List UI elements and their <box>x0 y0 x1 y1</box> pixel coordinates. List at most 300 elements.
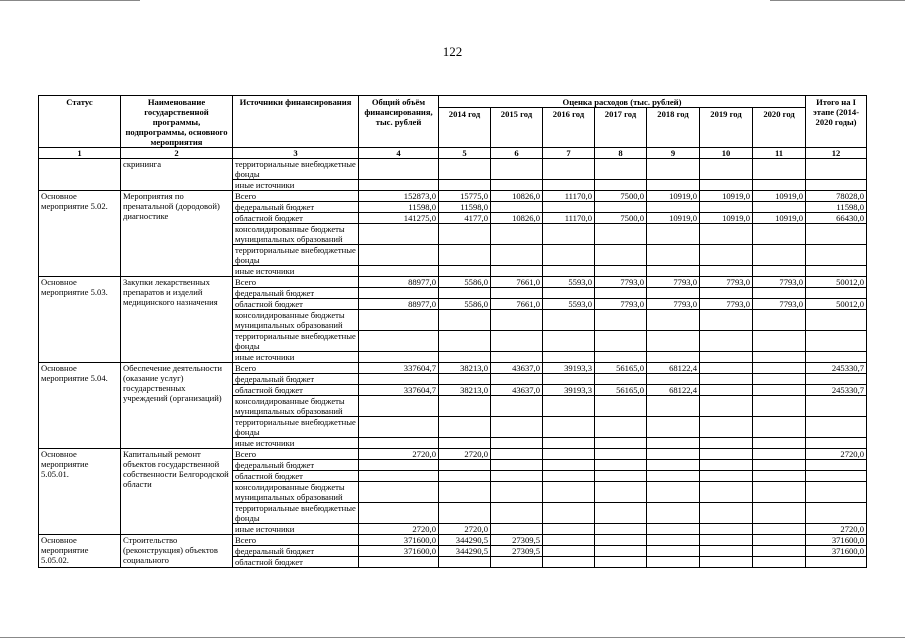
value-cell <box>806 352 867 363</box>
value-cell <box>359 288 439 299</box>
value-cell <box>806 460 867 471</box>
value-cell: 152873,0 <box>359 191 439 202</box>
value-cell: 371600,0 <box>359 535 439 546</box>
value-cell <box>647 374 700 385</box>
source-cell: иные источники <box>233 266 359 277</box>
value-cell <box>595 546 647 557</box>
value-cell <box>359 266 439 277</box>
name-cell: Капитальный ремонт объектов государственной собственности Белгородской области <box>121 449 233 535</box>
value-cell: 2720,0 <box>439 449 491 460</box>
header-year: 2017 год <box>595 108 647 148</box>
name-cell: скрининга <box>121 159 233 191</box>
status-cell: Основное мероприятие 5.05.01. <box>39 449 121 535</box>
value-cell <box>647 449 700 460</box>
value-cell <box>806 310 867 331</box>
value-cell <box>439 224 491 245</box>
value-cell <box>543 417 595 438</box>
source-cell: областной бюджет <box>233 471 359 482</box>
value-cell <box>595 245 647 266</box>
value-cell <box>700 352 753 363</box>
value-cell: 371600,0 <box>806 546 867 557</box>
value-cell <box>700 159 753 180</box>
value-cell <box>806 266 867 277</box>
value-cell <box>491 438 543 449</box>
value-cell: 27309,5 <box>491 535 543 546</box>
header-year: 2015 год <box>491 108 543 148</box>
value-cell: 2720,0 <box>806 524 867 535</box>
value-cell <box>439 180 491 191</box>
value-cell <box>806 557 867 568</box>
column-number: 5 <box>439 148 491 159</box>
value-cell <box>439 482 491 503</box>
value-cell: 27309,5 <box>491 546 543 557</box>
value-cell: 4177,0 <box>439 213 491 224</box>
value-cell <box>595 352 647 363</box>
source-cell: Всего <box>233 535 359 546</box>
value-cell <box>491 449 543 460</box>
value-cell <box>806 159 867 180</box>
value-cell <box>491 180 543 191</box>
value-cell <box>359 310 439 331</box>
source-cell: иные источники <box>233 180 359 191</box>
value-cell <box>700 202 753 213</box>
value-cell <box>439 159 491 180</box>
value-cell <box>595 557 647 568</box>
value-cell: 2720,0 <box>359 449 439 460</box>
value-cell: 10919,0 <box>700 213 753 224</box>
value-cell <box>543 288 595 299</box>
value-cell <box>753 460 806 471</box>
source-cell: областной бюджет <box>233 385 359 396</box>
value-cell <box>753 310 806 331</box>
value-cell <box>595 438 647 449</box>
source-cell: консолидированные бюджеты муниципальных образований <box>233 482 359 503</box>
header-year: 2020 год <box>753 108 806 148</box>
value-cell <box>753 557 806 568</box>
value-cell <box>806 417 867 438</box>
table-row <box>39 449 867 460</box>
value-cell <box>543 159 595 180</box>
value-cell <box>491 245 543 266</box>
value-cell <box>491 557 543 568</box>
value-cell: 10919,0 <box>700 191 753 202</box>
column-number: 1 <box>39 148 121 159</box>
value-cell <box>806 180 867 191</box>
value-cell <box>543 535 595 546</box>
value-cell: 50012,0 <box>806 299 867 310</box>
value-cell <box>647 266 700 277</box>
value-cell <box>439 352 491 363</box>
value-cell <box>439 310 491 331</box>
value-cell <box>595 535 647 546</box>
value-cell: 2720,0 <box>359 524 439 535</box>
column-number: 11 <box>753 148 806 159</box>
value-cell: 68122,4 <box>647 363 700 374</box>
value-cell <box>359 159 439 180</box>
value-cell <box>543 524 595 535</box>
value-cell <box>543 503 595 524</box>
value-cell <box>700 460 753 471</box>
value-cell <box>491 396 543 417</box>
column-number: 3 <box>233 148 359 159</box>
source-cell: Всего <box>233 363 359 374</box>
value-cell <box>700 363 753 374</box>
name-cell: Строительство (реконструкция) объектов социального <box>121 535 233 568</box>
value-cell: 10919,0 <box>753 213 806 224</box>
value-cell <box>647 503 700 524</box>
value-cell <box>700 546 753 557</box>
value-cell <box>595 460 647 471</box>
value-cell <box>806 482 867 503</box>
value-cell <box>753 503 806 524</box>
value-cell: 43637,0 <box>491 363 543 374</box>
value-cell: 7661,0 <box>491 277 543 288</box>
value-cell <box>753 224 806 245</box>
value-cell <box>647 159 700 180</box>
value-cell <box>753 331 806 352</box>
value-cell <box>753 245 806 266</box>
page-number: 122 <box>442 44 463 59</box>
value-cell <box>700 396 753 417</box>
source-cell: федеральный бюджет <box>233 460 359 471</box>
source-cell: федеральный бюджет <box>233 288 359 299</box>
value-cell <box>700 471 753 482</box>
status-cell: Основное мероприятие 5.04. <box>39 363 121 449</box>
value-cell: 38213,0 <box>439 363 491 374</box>
header-sources: Источники финансирования <box>233 96 359 148</box>
value-cell: 39193,3 <box>543 363 595 374</box>
value-cell <box>595 288 647 299</box>
value-cell <box>806 331 867 352</box>
value-cell <box>753 535 806 546</box>
value-cell <box>700 331 753 352</box>
value-cell: 78028,0 <box>806 191 867 202</box>
value-cell <box>700 449 753 460</box>
value-cell: 7793,0 <box>647 299 700 310</box>
value-cell: 11598,0 <box>806 202 867 213</box>
column-number: 12 <box>806 148 867 159</box>
source-cell: территориальные внебюджетные фонды <box>233 417 359 438</box>
value-cell <box>595 180 647 191</box>
value-cell <box>753 363 806 374</box>
source-cell: областной бюджет <box>233 557 359 568</box>
source-cell: федеральный бюджет <box>233 546 359 557</box>
value-cell: 245330,7 <box>806 385 867 396</box>
value-cell <box>595 224 647 245</box>
value-cell <box>543 449 595 460</box>
value-cell <box>543 352 595 363</box>
value-cell <box>491 374 543 385</box>
value-cell <box>491 288 543 299</box>
column-number: 8 <box>595 148 647 159</box>
value-cell <box>543 471 595 482</box>
value-cell: 66430,0 <box>806 213 867 224</box>
source-cell: консолидированные бюджеты муниципальных образований <box>233 310 359 331</box>
value-cell: 141275,0 <box>359 213 439 224</box>
value-cell <box>700 266 753 277</box>
value-cell <box>700 288 753 299</box>
source-cell: территориальные внебюджетные фонды <box>233 331 359 352</box>
value-cell <box>753 159 806 180</box>
source-cell: территориальные внебюджетные фонды <box>233 503 359 524</box>
source-cell: территориальные внебюджетные фонды <box>233 159 359 180</box>
value-cell <box>491 202 543 213</box>
value-cell <box>806 288 867 299</box>
value-cell <box>491 159 543 180</box>
value-cell: 11170,0 <box>543 191 595 202</box>
value-cell <box>753 438 806 449</box>
value-cell: 5586,0 <box>439 299 491 310</box>
value-cell <box>700 524 753 535</box>
value-cell <box>359 331 439 352</box>
value-cell <box>359 482 439 503</box>
value-cell <box>491 471 543 482</box>
value-cell: 7793,0 <box>700 299 753 310</box>
value-cell <box>647 396 700 417</box>
value-cell: 7661,0 <box>491 299 543 310</box>
source-cell: территориальные внебюджетные фонды <box>233 245 359 266</box>
value-cell <box>753 471 806 482</box>
value-cell: 56165,0 <box>595 363 647 374</box>
value-cell <box>439 417 491 438</box>
value-cell <box>491 482 543 503</box>
value-cell <box>491 524 543 535</box>
value-cell: 15775,0 <box>439 191 491 202</box>
value-cell <box>647 202 700 213</box>
status-cell <box>39 159 121 191</box>
value-cell: 39193,3 <box>543 385 595 396</box>
column-number: 4 <box>359 148 439 159</box>
value-cell: 11598,0 <box>359 202 439 213</box>
value-cell <box>543 180 595 191</box>
value-cell <box>439 460 491 471</box>
value-cell: 10826,0 <box>491 191 543 202</box>
table-row <box>39 191 867 202</box>
value-cell <box>543 266 595 277</box>
column-number-row <box>39 148 867 159</box>
value-cell: 50012,0 <box>806 277 867 288</box>
value-cell: 7793,0 <box>753 299 806 310</box>
status-cell: Основное мероприятие 5.05.02. <box>39 535 121 568</box>
value-cell <box>647 482 700 503</box>
value-cell: 344290,5 <box>439 546 491 557</box>
table-row <box>39 277 867 288</box>
header-estimate: Оценка расходов (тыс. рублей) <box>439 96 806 108</box>
value-cell: 5586,0 <box>439 277 491 288</box>
value-cell <box>543 546 595 557</box>
value-cell: 5593,0 <box>543 299 595 310</box>
source-cell: Всего <box>233 449 359 460</box>
value-cell: 337604,7 <box>359 363 439 374</box>
value-cell <box>359 180 439 191</box>
value-cell <box>543 202 595 213</box>
value-cell: 371600,0 <box>359 546 439 557</box>
source-cell: областной бюджет <box>233 213 359 224</box>
value-cell <box>491 331 543 352</box>
value-cell <box>753 482 806 503</box>
value-cell <box>595 310 647 331</box>
value-cell <box>359 352 439 363</box>
value-cell <box>595 482 647 503</box>
value-cell <box>359 396 439 417</box>
value-cell: 7793,0 <box>647 277 700 288</box>
value-cell <box>439 396 491 417</box>
value-cell <box>595 374 647 385</box>
value-cell <box>491 503 543 524</box>
value-cell <box>595 331 647 352</box>
source-cell: консолидированные бюджеты муниципальных образований <box>233 396 359 417</box>
value-cell <box>806 438 867 449</box>
value-cell: 7500,0 <box>595 213 647 224</box>
value-cell <box>647 331 700 352</box>
value-cell: 7793,0 <box>700 277 753 288</box>
value-cell: 10919,0 <box>753 191 806 202</box>
status-cell: Основное мероприятие 5.03. <box>39 277 121 363</box>
value-cell <box>491 352 543 363</box>
value-cell: 38213,0 <box>439 385 491 396</box>
column-number: 10 <box>700 148 753 159</box>
source-cell: федеральный бюджет <box>233 374 359 385</box>
budget-table <box>38 95 867 568</box>
value-cell <box>439 331 491 352</box>
value-cell <box>806 374 867 385</box>
source-cell: иные источники <box>233 438 359 449</box>
value-cell <box>595 417 647 438</box>
value-cell <box>700 503 753 524</box>
header-final: Итого на I этапе (2014-2020 годы) <box>806 96 867 148</box>
value-cell <box>439 557 491 568</box>
value-cell <box>543 374 595 385</box>
value-cell <box>439 288 491 299</box>
value-cell <box>491 460 543 471</box>
value-cell: 337604,7 <box>359 385 439 396</box>
value-cell: 245330,7 <box>806 363 867 374</box>
value-cell <box>647 180 700 191</box>
value-cell: 10919,0 <box>647 191 700 202</box>
value-cell <box>753 546 806 557</box>
name-cell: Мероприятия по пренатальной (дородовой) диагностике <box>121 191 233 277</box>
value-cell <box>439 503 491 524</box>
column-number: 2 <box>121 148 233 159</box>
header-status: Статус <box>39 96 121 148</box>
value-cell: 2720,0 <box>806 449 867 460</box>
value-cell <box>647 224 700 245</box>
header-total-volume: Общий объём финансирования, тыс. рублей <box>359 96 439 148</box>
value-cell <box>543 396 595 417</box>
value-cell <box>753 385 806 396</box>
value-cell <box>753 374 806 385</box>
name-cell: Обеспечение деятельности (оказание услуг) государственных учреждений (организаций) <box>121 363 233 449</box>
value-cell <box>543 557 595 568</box>
value-cell <box>647 557 700 568</box>
top-edge-line <box>0 0 140 1</box>
value-cell <box>439 245 491 266</box>
source-cell: Всего <box>233 191 359 202</box>
value-cell <box>595 396 647 417</box>
value-cell <box>700 245 753 266</box>
value-cell <box>647 310 700 331</box>
source-cell: иные источники <box>233 524 359 535</box>
value-cell <box>359 224 439 245</box>
value-cell <box>359 374 439 385</box>
value-cell <box>595 449 647 460</box>
header-name: Наименование государственной программы, подпрограммы, основного мероприятия <box>121 96 233 148</box>
value-cell <box>595 503 647 524</box>
header-year: 2018 год <box>647 108 700 148</box>
value-cell: 344290,5 <box>439 535 491 546</box>
value-cell <box>491 224 543 245</box>
column-number: 9 <box>647 148 700 159</box>
value-cell <box>753 266 806 277</box>
value-cell: 2720,0 <box>439 524 491 535</box>
value-cell <box>543 224 595 245</box>
header-year: 2016 год <box>543 108 595 148</box>
value-cell <box>753 449 806 460</box>
value-cell <box>647 417 700 438</box>
value-cell <box>439 438 491 449</box>
value-cell <box>595 159 647 180</box>
source-cell: Всего <box>233 277 359 288</box>
value-cell <box>647 352 700 363</box>
value-cell: 7793,0 <box>595 299 647 310</box>
value-cell <box>439 266 491 277</box>
value-cell: 7793,0 <box>753 277 806 288</box>
value-cell: 10919,0 <box>647 213 700 224</box>
value-cell <box>647 471 700 482</box>
value-cell <box>595 202 647 213</box>
value-cell <box>647 460 700 471</box>
value-cell <box>359 417 439 438</box>
value-cell <box>359 557 439 568</box>
value-cell: 7500,0 <box>595 191 647 202</box>
value-cell <box>753 180 806 191</box>
value-cell: 68122,4 <box>647 385 700 396</box>
table-row <box>39 159 867 180</box>
value-cell <box>806 471 867 482</box>
value-cell <box>439 471 491 482</box>
value-cell <box>439 374 491 385</box>
value-cell <box>359 471 439 482</box>
value-cell: 88977,0 <box>359 277 439 288</box>
source-cell: федеральный бюджет <box>233 202 359 213</box>
value-cell <box>359 503 439 524</box>
value-cell: 371600,0 <box>806 535 867 546</box>
table-row <box>39 363 867 374</box>
header-year: 2019 год <box>700 108 753 148</box>
value-cell <box>753 417 806 438</box>
value-cell <box>647 524 700 535</box>
value-cell <box>700 310 753 331</box>
value-cell: 11598,0 <box>439 202 491 213</box>
value-cell <box>700 417 753 438</box>
value-cell <box>700 557 753 568</box>
value-cell <box>359 245 439 266</box>
value-cell <box>753 524 806 535</box>
value-cell <box>359 438 439 449</box>
value-cell: 88977,0 <box>359 299 439 310</box>
value-cell: 43637,0 <box>491 385 543 396</box>
value-cell <box>806 503 867 524</box>
value-cell <box>700 438 753 449</box>
value-cell <box>491 266 543 277</box>
source-cell: консолидированные бюджеты муниципальных образований <box>233 224 359 245</box>
column-number: 6 <box>491 148 543 159</box>
header-year: 2014 год <box>439 108 491 148</box>
bottom-edge-line <box>0 637 905 638</box>
value-cell <box>595 471 647 482</box>
value-cell: 11170,0 <box>543 213 595 224</box>
value-cell: 5593,0 <box>543 277 595 288</box>
